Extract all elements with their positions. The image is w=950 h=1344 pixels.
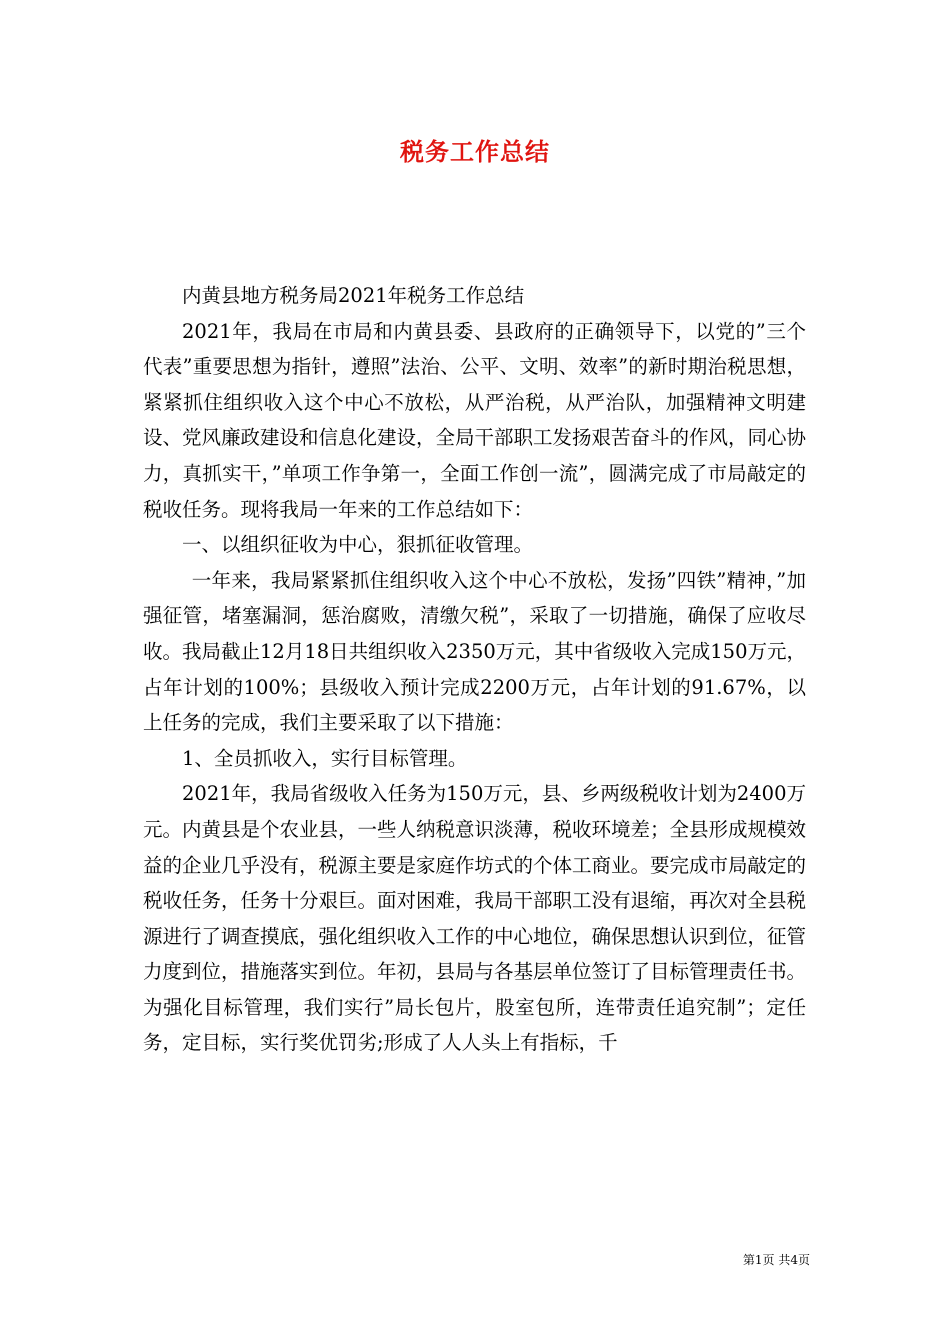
paragraph-subtitle: 内黄县地方税务局2021年税务工作总结 — [182, 284, 525, 307]
paragraph-measure-heading: 1、全员抓收入，实行目标管理。 — [182, 746, 468, 770]
paragraph-intro: 2021年，我局在市局和内黄县委、县政府的正确领导下，以党的”三个代表”重要思想为指针，遵照”法治、公平、文明、效率”的新时期治税思想，紧紧抓住组织收入这个中心不放松，从严治税，从严治队，加强精神文明建设、党风廉政建设和信息化建设，全局干部职工发扬艰苦奋斗的作风，同心协力，真抓实干，”单项工作争第一，全面工作创一流”，圆满完成了市局敲定的税收任务。现将我局一年来的工作总结如下： — [143, 319, 807, 521]
paragraph-collection-summary: 一年来，我局紧紧抓住组织收入这个中心不放松，发扬”四铁”精神，”加强征管，堵塞漏洞，惩治腐败，清缴欠税”，采取了一切措施，确保了应收尽收。我局截止12月18日共组织收入2350万元，其中省级收入完成150万元，占年计划的100%；县级收入预计完成2200万元，占年计划的91.67%，以上任务的完成，我们主要采取了以下措施： — [143, 568, 806, 735]
document-body — [143, 278, 806, 1061]
document-title: 税务工作总结 — [400, 137, 550, 166]
paragraph-target-management: 2021年，我局省级收入任务为150万元，县、乡两级税收计划为2400万元。内黄县是个农业县，一些人纳税意识淡薄，税收环境差；全县形成规模效益的企业几乎没有，税源主要是家庭作坊式的个体工商业。要完成市局敲定的税收任务，任务十分艰巨。面对困难，我局干部职工没有退缩，再次对全县税源进行了调查摸底，强化组织收入工作的中心地位，确保思想认识到位，征管力度到位，措施落实到位。年初，县局与各基层单位签订了目标管理责任书。为强化目标管理，我们实行”局长包片，股室包所，连带责任追究制”；定任务，定目标，实行奖优罚劣;形成了人人头上有指标，千 — [143, 782, 807, 1055]
page-number: 第1页 共4页 — [742, 1253, 810, 1267]
paragraph-section-heading: 一、以组织征收为中心，狠抓征收管理。 — [182, 533, 534, 557]
